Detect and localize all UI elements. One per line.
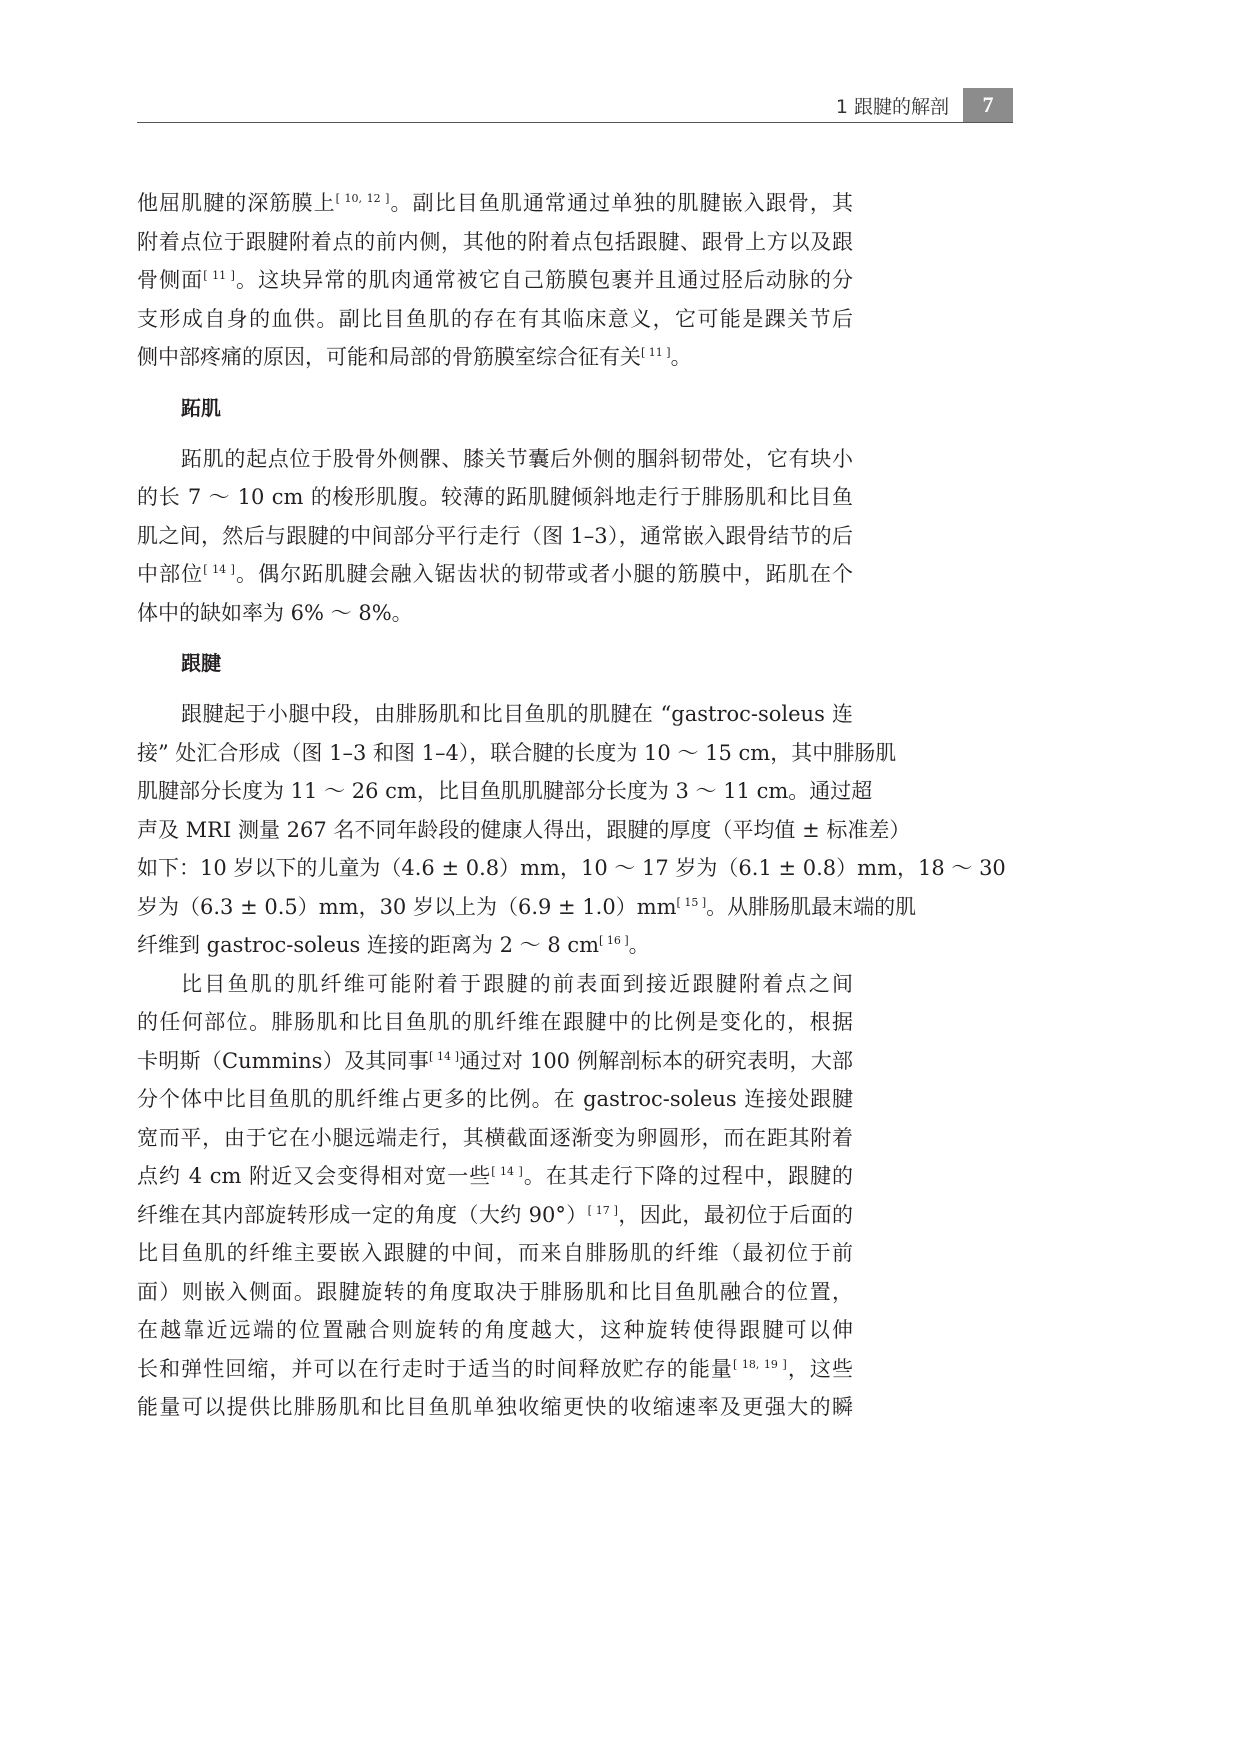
- text-line: 肌之间，然后与跟腱的中间部分平行走行（图 1–3），通常嵌入跟骨结节的后: [137, 523, 853, 548]
- text-line: 分个体中比目鱼肌的肌纤维占更多的比例。在 gastroc-soleus 连接处跟腱: [137, 1087, 853, 1111]
- text-line: 面）则嵌入侧面。跟腱旋转的角度取决于腓肠肌和比目鱼肌融合的位置，: [137, 1279, 853, 1304]
- text-line: 的长 7 ～ 10 cm 的梭形肌腹。较薄的跖肌腱倾斜地走行于腓肠肌和比目鱼: [137, 485, 853, 509]
- text-line: 体中的缺如率为 6% ～ 8%。: [137, 600, 413, 625]
- text-line: 如下：10 岁以下的儿童为（4.6 ± 0.8）mm，10 ～ 17 岁为（6.1 ± 0.8）mm，18 ～ 30: [137, 856, 1006, 880]
- citation-reference: [ 16 ]: [599, 934, 629, 947]
- body-text: [137, 184, 1006, 1427]
- text-line: 中部位[ 14 ]。偶尔跖肌腱会融入锯齿状的韧带或者小腿的筋膜中，跖肌在个: [137, 562, 854, 586]
- citation-reference: [ 15 ]: [676, 895, 707, 909]
- text-line: 比目鱼肌的纤维主要嵌入跟腱的中间，而来自腓肠肌的纤维（最初位于前: [137, 1241, 853, 1265]
- text-line: 支形成自身的血供。副比目鱼肌的存在有其临床意义，它可能是踝关节后: [137, 306, 853, 331]
- text-line: 点约 4 cm 附近又会变得相对宽一些[ 14 ]。在其走行下降的过程中，跟腱的: [137, 1164, 854, 1188]
- text-line: 纤维到 gastroc-soleus 连接的距离为 2 ～ 8 cm[ 16 ]。: [137, 933, 650, 957]
- text-line: 骨侧面[ 11 ]。这块异常的肌肉通常被它自己筋膜包裹并且通过胫后动脉的分: [137, 268, 854, 292]
- header-rule: [137, 122, 1013, 123]
- text-line: 肌腱部分长度为 11 ～ 26 cm，比目鱼肌肌腱部分长度为 3 ～ 11 cm。通过超: [137, 779, 873, 803]
- text-line: 跟腱起于小腿中段，由腓肠肌和比目鱼肌的肌腱在 “gastroc-soleus 连: [181, 702, 853, 726]
- citation-reference: [ 11 ]: [641, 346, 671, 359]
- running-header-title: 1 跟腱的解剖: [835, 96, 949, 118]
- text-line: 的任何部位。腓肠肌和比目鱼肌的肌纤维在跟腱中的比例是变化的，根据: [137, 1010, 853, 1034]
- text-line: 岁为（6.3 ± 0.5）mm，30 岁以上为（6.9 ± 1.0）mm[ 15 ]。从腓肠肌最末端的肌: [137, 894, 917, 919]
- citation-reference: [ 14 ]: [428, 1049, 460, 1063]
- paragraph: [137, 184, 853, 377]
- citation-reference: [ 18, 19 ]: [732, 1357, 787, 1371]
- section-heading: 跟腱: [181, 651, 221, 675]
- paragraph: [137, 440, 853, 633]
- section-heading: 跖肌: [181, 395, 221, 420]
- paragraph: [137, 965, 853, 1427]
- text-line: 宽而平，由于它在小腿远端走行，其横截面逐渐变为卵圆形，而在距其附着: [137, 1125, 853, 1150]
- text-line: 他屈肌腱的深筋膜上[ 10, 12 ]。副比目鱼肌通常通过单独的肌腱嵌入跟骨，其: [137, 191, 854, 215]
- text-line: 卡明斯（Cummins）及其同事[ 14 ]通过对 100 例解剖标本的研究表明，大部: [137, 1048, 853, 1073]
- text-line: 接” 处汇合形成（图 1–3 和图 1–4），联合腱的长度为 10 ～ 15 cm，其中腓肠肌: [137, 740, 897, 765]
- text-line: 纤维在其内部旋转形成一定的角度（大约 90°）[ 17 ]，因此，最初位于后面的: [137, 1202, 854, 1227]
- text-line: 能量可以提供比腓肠肌和比目鱼肌单独收缩更快的收缩速率及更强大的瞬: [137, 1395, 853, 1419]
- text-line: 侧中部疼痛的原因，可能和局部的骨筋膜室综合征有关[ 11 ]。: [137, 345, 692, 369]
- citation-reference: [ 11 ]: [203, 269, 235, 282]
- text-line: 在越靠近远端的位置融合则旋转的角度越大，这种旋转使得跟腱可以伸: [137, 1318, 853, 1342]
- page-number: 7: [963, 88, 1013, 122]
- text-line: 比目鱼肌的肌纤维可能附着于跟腱的前表面到接近跟腱附着点之间: [181, 971, 853, 996]
- paragraph: [137, 695, 1006, 965]
- text-line: 声及 MRI 测量 267 名不同年龄段的健康人得出，跟腱的厚度（平均值 ± 标准差）: [137, 817, 911, 842]
- citation-reference: [ 17 ]: [587, 1203, 618, 1217]
- text-line: 跖肌的起点位于股骨外侧髁、膝关节囊后外侧的腘斜韧带处，它有块小: [181, 446, 853, 471]
- citation-reference: [ 14 ]: [491, 1165, 523, 1178]
- citation-reference: [ 14 ]: [203, 563, 235, 576]
- text-line: 长和弹性回缩，并可以在行走时于适当的时间释放贮存的能量[ 18, 19 ]，这些: [137, 1356, 854, 1381]
- citation-reference: [ 10, 12 ]: [335, 192, 390, 205]
- text-line: 附着点位于跟腱附着点的前内侧，其他的附着点包括跟腱、跟骨上方以及跟: [137, 229, 853, 254]
